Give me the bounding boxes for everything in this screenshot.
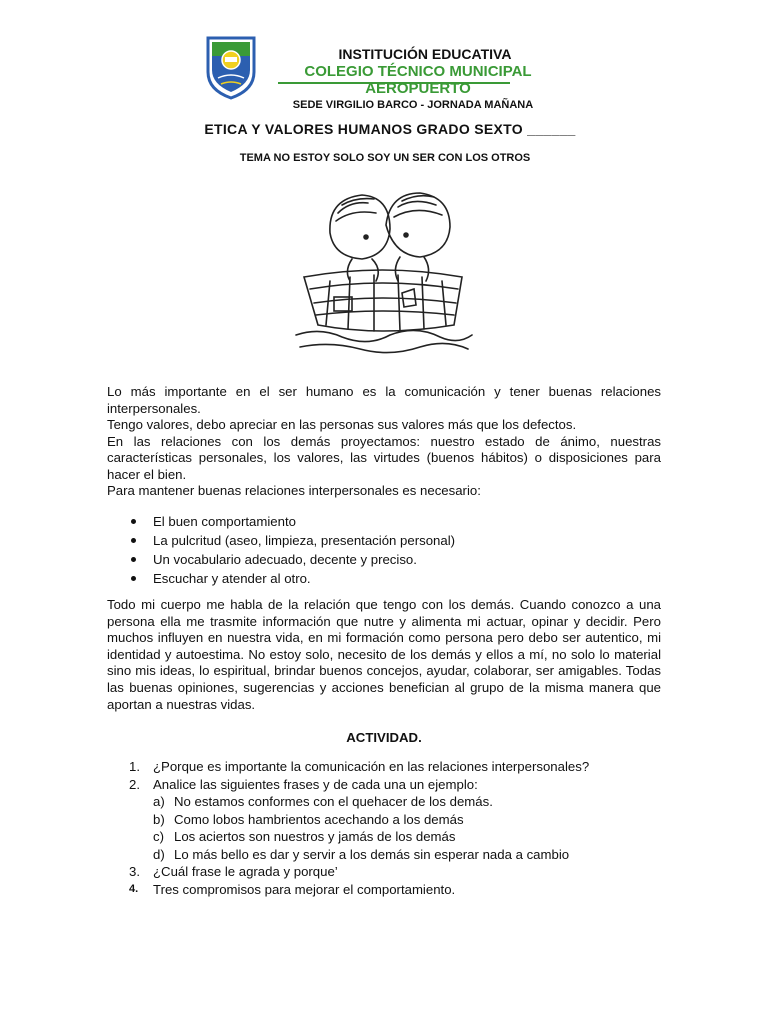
intro-line-1: Lo más importante en el ser humano es la comunicación y tener buenas relaciones interpersonales.: [107, 384, 661, 416]
sub-item-text: Lo más bello es dar y servir a los demás sin esperar nada a cambio: [174, 846, 570, 862]
sub-item-letter: c): [153, 829, 164, 844]
requirements-list: [107, 512, 661, 588]
header-divider: [278, 82, 510, 84]
paragraph-text: Todo mi cuerpo me habla de la relación que tengo con los demás. Cuando conozco a una persona ella me trasmite información que nutre y alimenta mi actuar, opinar y decidir. Pero muchos influyen en nuestra vida, en mi formación como persona pero debo ser autentico, mi identidad y autoestima. No estoy solo, necesito de los demás y ellos a mí, no solo lo material sino mis ideas, lo espiritual, brindar buenos concejos, ayudar, colaborar, ser amigables. Todas las buenas opiniones, sugerencias y acciones benefician al grupo de la misma manera que aportan a nuestras vidas.: [107, 597, 661, 712]
question-3: [107, 863, 667, 881]
sub-item-letter: a): [153, 794, 165, 809]
sub-item-letter: d): [153, 846, 165, 862]
intro-line-3: En las relaciones con los demás proyectamos: nuestro estado de ánimo, nuestras características personales, los valores, las virtudes (buenos hábitos) o disposiciones para hacer el bien.: [107, 433, 661, 482]
question-text: ¿Cuál frase le agrada y porque’: [153, 864, 338, 879]
list-item: Un vocabulario adecuado, decente y preciso.: [107, 550, 661, 569]
topic-title: TEMA NO ESTOY SOLO SOY UN SER CON LOS OTROS: [239, 152, 531, 164]
worksheet-title: ETICA Y VALORES HUMANOS GRADO SEXTO ______: [204, 121, 576, 137]
question-number: 1.: [129, 759, 140, 774]
institution-label: INSTITUCIÓN EDUCATIVA: [338, 46, 512, 62]
school-crest-logo: [204, 34, 258, 100]
sub-item-d: [107, 846, 667, 864]
children-in-boat-illustration: [290, 185, 475, 365]
question-number: 4.: [129, 882, 139, 895]
intro-line-2: Tengo valores, debo apreciar en las personas sus valores más que los defectos.: [107, 417, 577, 432]
intro-line-4: Para mantener buenas relaciones interpersonales es necesario:: [107, 483, 481, 498]
question-number: 2.: [129, 776, 140, 792]
question-number: 3.: [129, 864, 140, 879]
sub-item-c: [107, 828, 667, 846]
sub-item-a: [107, 793, 667, 811]
activity-heading: ACTIVIDAD.: [346, 730, 422, 745]
body-paragraph: [107, 597, 661, 713]
question-text: ¿Porque es importante la comunicación en las relaciones interpersonales?: [153, 759, 590, 774]
list-item: Escuchar y atender al otro.: [107, 569, 661, 588]
sede-label: SEDE VIRGILIO BARCO - JORNADA MAÑANA: [292, 99, 534, 111]
intro-paragraphs: [107, 384, 661, 500]
activity-questions: [107, 758, 667, 898]
question-text: Analice las siguientes frases y de cada una un ejemplo:: [153, 776, 478, 792]
question-1: [107, 758, 667, 776]
school-name: COLEGIO TÉCNICO MUNICIPAL AEROPUERTO: [304, 63, 532, 97]
question-4: [107, 881, 667, 899]
list-item: La pulcritud (aseo, limpieza, presentación personal): [107, 531, 661, 550]
list-item: El buen comportamiento: [107, 512, 661, 531]
sub-item-b: [107, 811, 667, 829]
sub-item-text: Como lobos hambrientos acechando a los demás: [174, 811, 464, 827]
sub-item-text: No estamos conformes con el quehacer de los demás.: [174, 794, 493, 809]
question-2: [107, 776, 667, 794]
sub-item-letter: b): [153, 811, 165, 827]
sub-item-text: Los aciertos son nuestros y jamás de los demás: [174, 829, 456, 844]
question-text: Tres compromisos para mejorar el comportamiento.: [153, 881, 456, 897]
